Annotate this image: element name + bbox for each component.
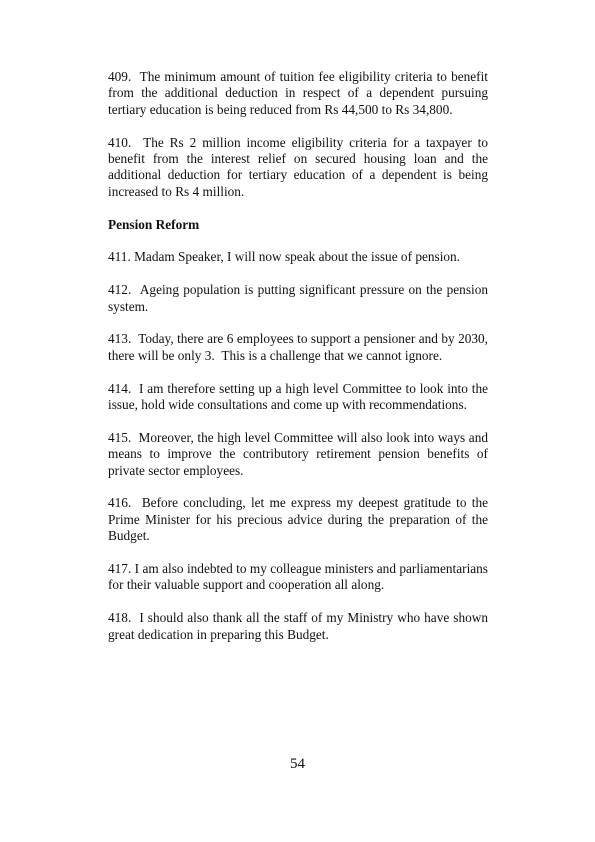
document-page: [108, 69, 488, 659]
paragraph-418: 418. I should also thank all the staff of my Ministry who have shown great dedication in preparing this Budget.: [108, 610, 488, 642]
section-heading: Pension Reform: [108, 216, 200, 232]
paragraph-409: 409. The minimum amount of tuition fee eligibility criteria to benefit from the additional deduction in respect of a dependent pursuing tertiary education is being reduced from Rs 44,500 to Rs 34,800.: [108, 69, 488, 117]
paragraph-417: 417. I am also indebted to my colleague ministers and parliamentarians for their valuable support and cooperation all along.: [108, 561, 488, 593]
paragraph-413: 413. Today, there are 6 employees to support a pensioner and by 2030, there will be only 3. This is a challenge that we cannot ignore.: [108, 331, 488, 363]
paragraph-412: 412. Ageing population is putting significant pressure on the pension system.: [108, 282, 488, 314]
paragraph-416: 416. Before concluding, let me express my deepest gratitude to the Prime Minister for his precious advice during the preparation of the Budget.: [108, 495, 488, 544]
paragraph-410: 410. The Rs 2 million income eligibility criteria for a taxpayer to benefit from the interest relief on secured housing loan and the additional deduction for tertiary education of a dependent is being increased to Rs 4 million.: [108, 134, 488, 199]
page-number: 54: [290, 756, 305, 772]
paragraph-415: 415. Moreover, the high level Committee will also look into ways and means to improve the contributory retirement pension benefits of private sector employees.: [108, 429, 488, 478]
paragraph-411: 411. Madam Speaker, I will now speak about the issue of pension.: [108, 249, 461, 265]
paragraph-414: 414. I am therefore setting up a high level Committee to look into the issue, hold wide consultations and come up with recommendations.: [108, 380, 488, 413]
